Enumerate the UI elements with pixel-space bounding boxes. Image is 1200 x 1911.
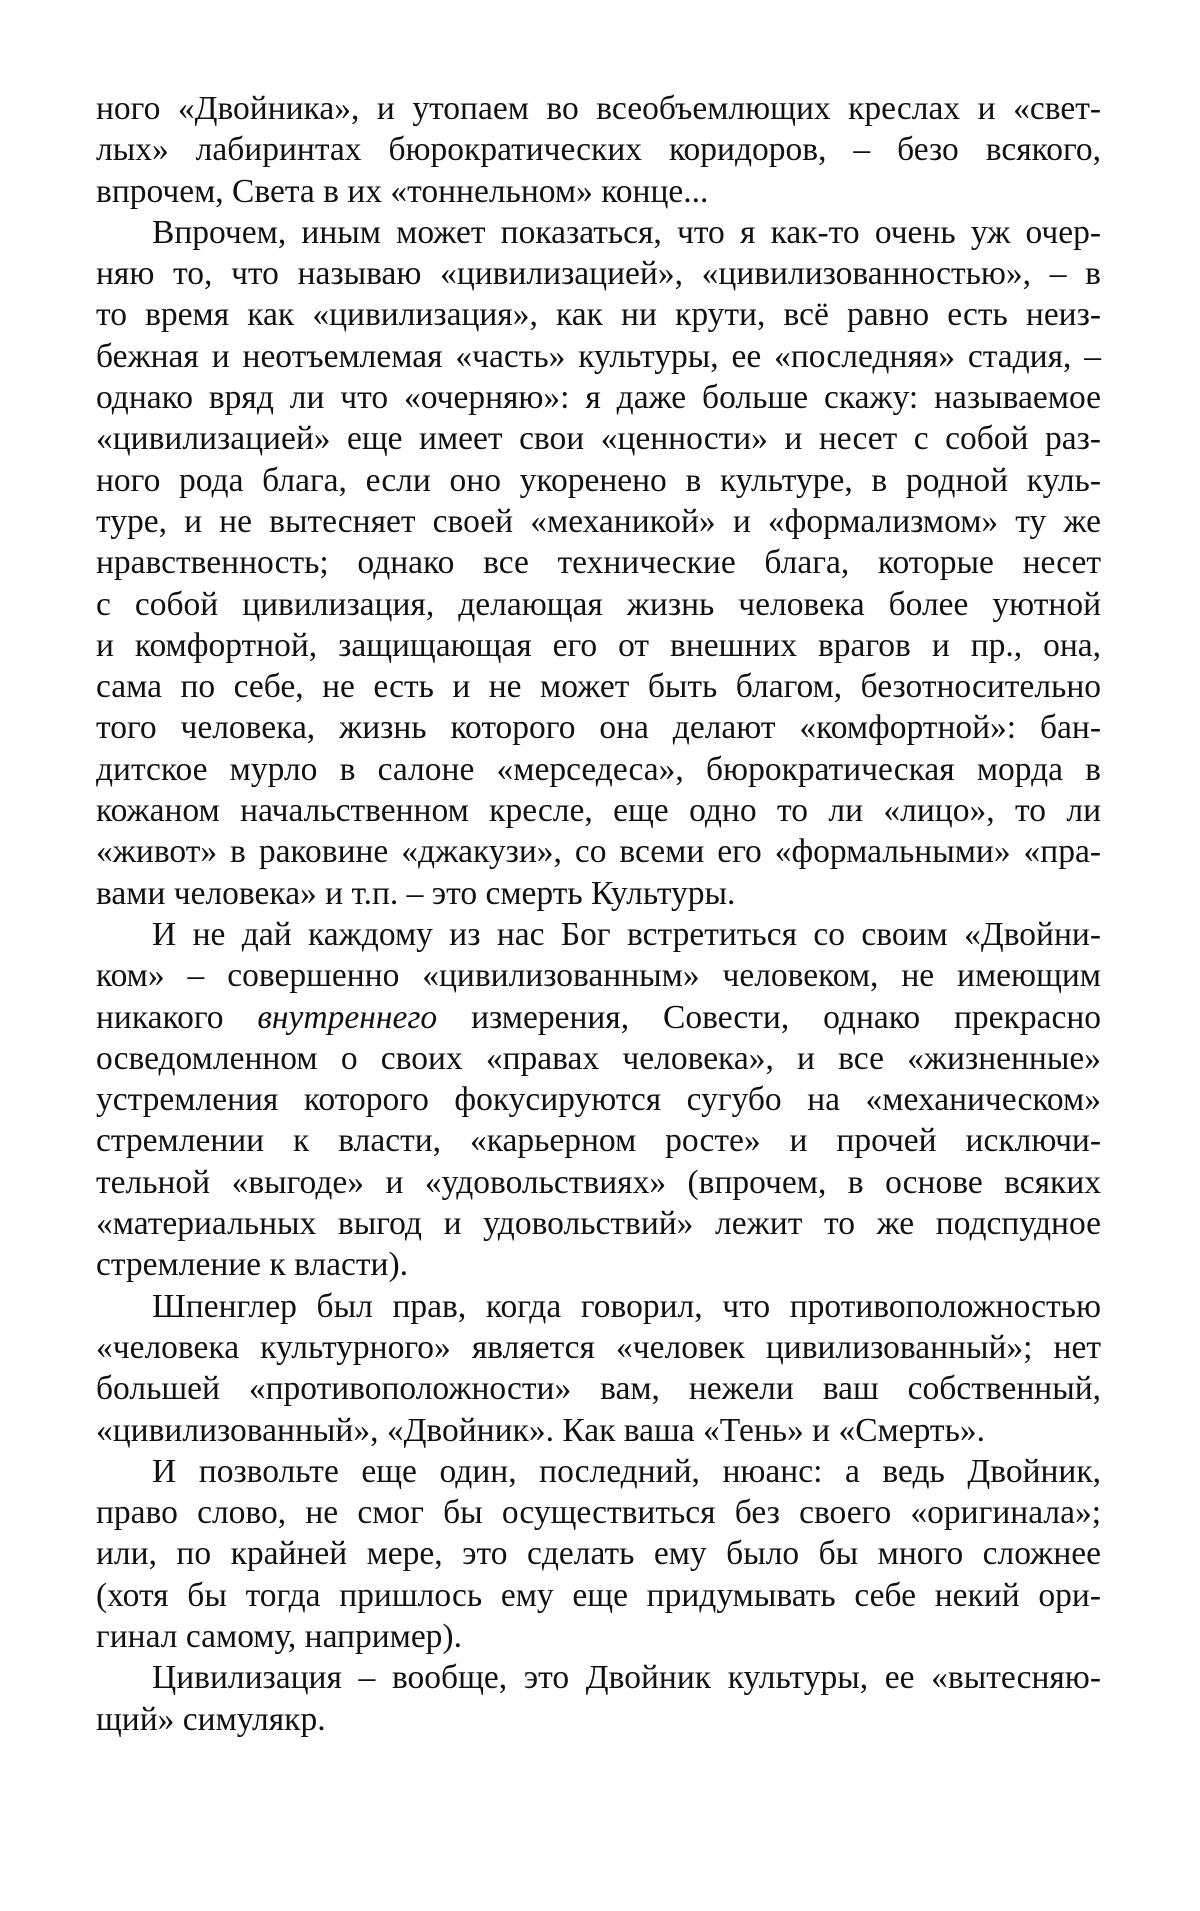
- paragraph: [96, 88, 1101, 212]
- text-line: няю то, что называю «цивилизацией», «цивилизованностью», – в: [96, 255, 1101, 293]
- text-line: «материальных выгод и удовольствий» лежит то же подспудное: [96, 1205, 1101, 1243]
- text-line: того человека, жизнь которого она делают «комфортной»: бан-: [96, 709, 1101, 747]
- paragraph: [96, 1657, 1101, 1740]
- paragraph: [96, 914, 1101, 1286]
- text-line: «цивилизованный», «Двойник». Как ваша «Тень» и «Смерть».: [96, 1411, 985, 1449]
- text-line: Впрочем, иным может показаться, что я как-то очень уж очер-: [152, 213, 1101, 251]
- text-line: впрочем, Света в их «тоннельном» конце...: [96, 172, 709, 210]
- text-line: гинал самому, например).: [96, 1617, 462, 1655]
- text-line: ного рода блага, если оно укоренено в культуре, в родной куль-: [96, 461, 1101, 499]
- text-line: осведомленном о своих «правах человека», и все «жизненные»: [96, 1039, 1101, 1077]
- page-text: [96, 88, 1101, 1740]
- text-line: щий» симулякр.: [96, 1700, 326, 1738]
- text-line: сама по себе, не есть и не может быть благом, безотносительно: [96, 668, 1101, 706]
- text-line: стремление к власти).: [96, 1246, 409, 1284]
- text-line: нравственность; однако все технические блага, которые несет: [96, 544, 1101, 582]
- text-line: «цивилизацией» еще имеет свои «ценности» и несет с собой раз-: [96, 420, 1101, 458]
- text-line: стремлении к власти, «карьерном росте» и прочей исключи-: [96, 1122, 1101, 1160]
- text-line: большей «противоположности» вам, нежели ваш собственный,: [96, 1370, 1101, 1408]
- text-line: тельной «выгоде» и «удовольствиях» (впрочем, в основе всяких: [96, 1163, 1101, 1201]
- text-line: лых» лабиринтах бюрократических коридоров, – безо всякого,: [96, 131, 1101, 169]
- text-line: и комфортной, защищающая его от внешних врагов и пр., она,: [96, 626, 1101, 664]
- text-line: бежная и неотъемлемая «часть» культуры, ее «последняя» стадия, –: [96, 337, 1101, 375]
- text-run: никакого: [96, 998, 258, 1036]
- text-line: И не дай каждому из нас Бог встретиться со своим «Двойни-: [152, 915, 1101, 953]
- text-line: право слово, не смог бы осуществиться без своего «оригинала»;: [96, 1494, 1101, 1532]
- text-line: или, по крайней мере, это сделать ему было бы много сложнее: [96, 1535, 1101, 1573]
- text-line: «человека культурного» является «человек цивилизованный»; нет: [96, 1328, 1101, 1366]
- text-line: вами человека» и т.п. – это смерть Культуры.: [96, 874, 736, 912]
- paragraph: [96, 1451, 1101, 1657]
- text-line: И позвольте еще один, последний, нюанс: а ведь Двойник,: [152, 1452, 1101, 1490]
- text-line: «живот» в раковине «джакузи», со всеми его «формальными» «пра-: [96, 833, 1101, 871]
- text-line: ного «Двойника», и утопаем во всеобъемлющих креслах и «свет-: [96, 90, 1101, 127]
- text-line-with-emphasis: [96, 997, 1101, 1038]
- text-line: (хотя бы тогда пришлось ему еще придумывать себе некий ори-: [96, 1576, 1101, 1614]
- emphasis-text: внутреннего: [257, 998, 438, 1036]
- paragraph: [96, 212, 1101, 914]
- text-line: то время как «цивилизация», как ни крути, всё равно есть неиз-: [96, 296, 1101, 334]
- text-line: дитское мурло в салоне «мерседеса», бюрократическая морда в: [96, 750, 1101, 788]
- text-line: устремления которого фокусируются сугубо на «механическом»: [96, 1081, 1101, 1119]
- text-line: ком» – совершенно «цивилизованным» человеком, не имеющим: [96, 957, 1101, 995]
- text-line: однако вряд ли что «очерняю»: я даже больше скажу: называемое: [96, 379, 1101, 417]
- text-line: с собой цивилизация, делающая жизнь человека более уютной: [96, 585, 1101, 623]
- text-line: Цивилизация – вообще, это Двойник культуры, ее «вытесняю-: [152, 1659, 1101, 1697]
- paragraph: [96, 1286, 1101, 1451]
- text-line: туре, и не вытесняет своей «механикой» и «формализмом» ту же: [96, 502, 1101, 540]
- text-line: кожаном начальственном кресле, еще одно то ли «лицо», то ли: [96, 792, 1101, 830]
- text-run: измерения, Совести, однако прекрасно: [437, 998, 1101, 1036]
- text-line: Шпенглер был прав, когда говорил, что противоположностью: [152, 1287, 1101, 1325]
